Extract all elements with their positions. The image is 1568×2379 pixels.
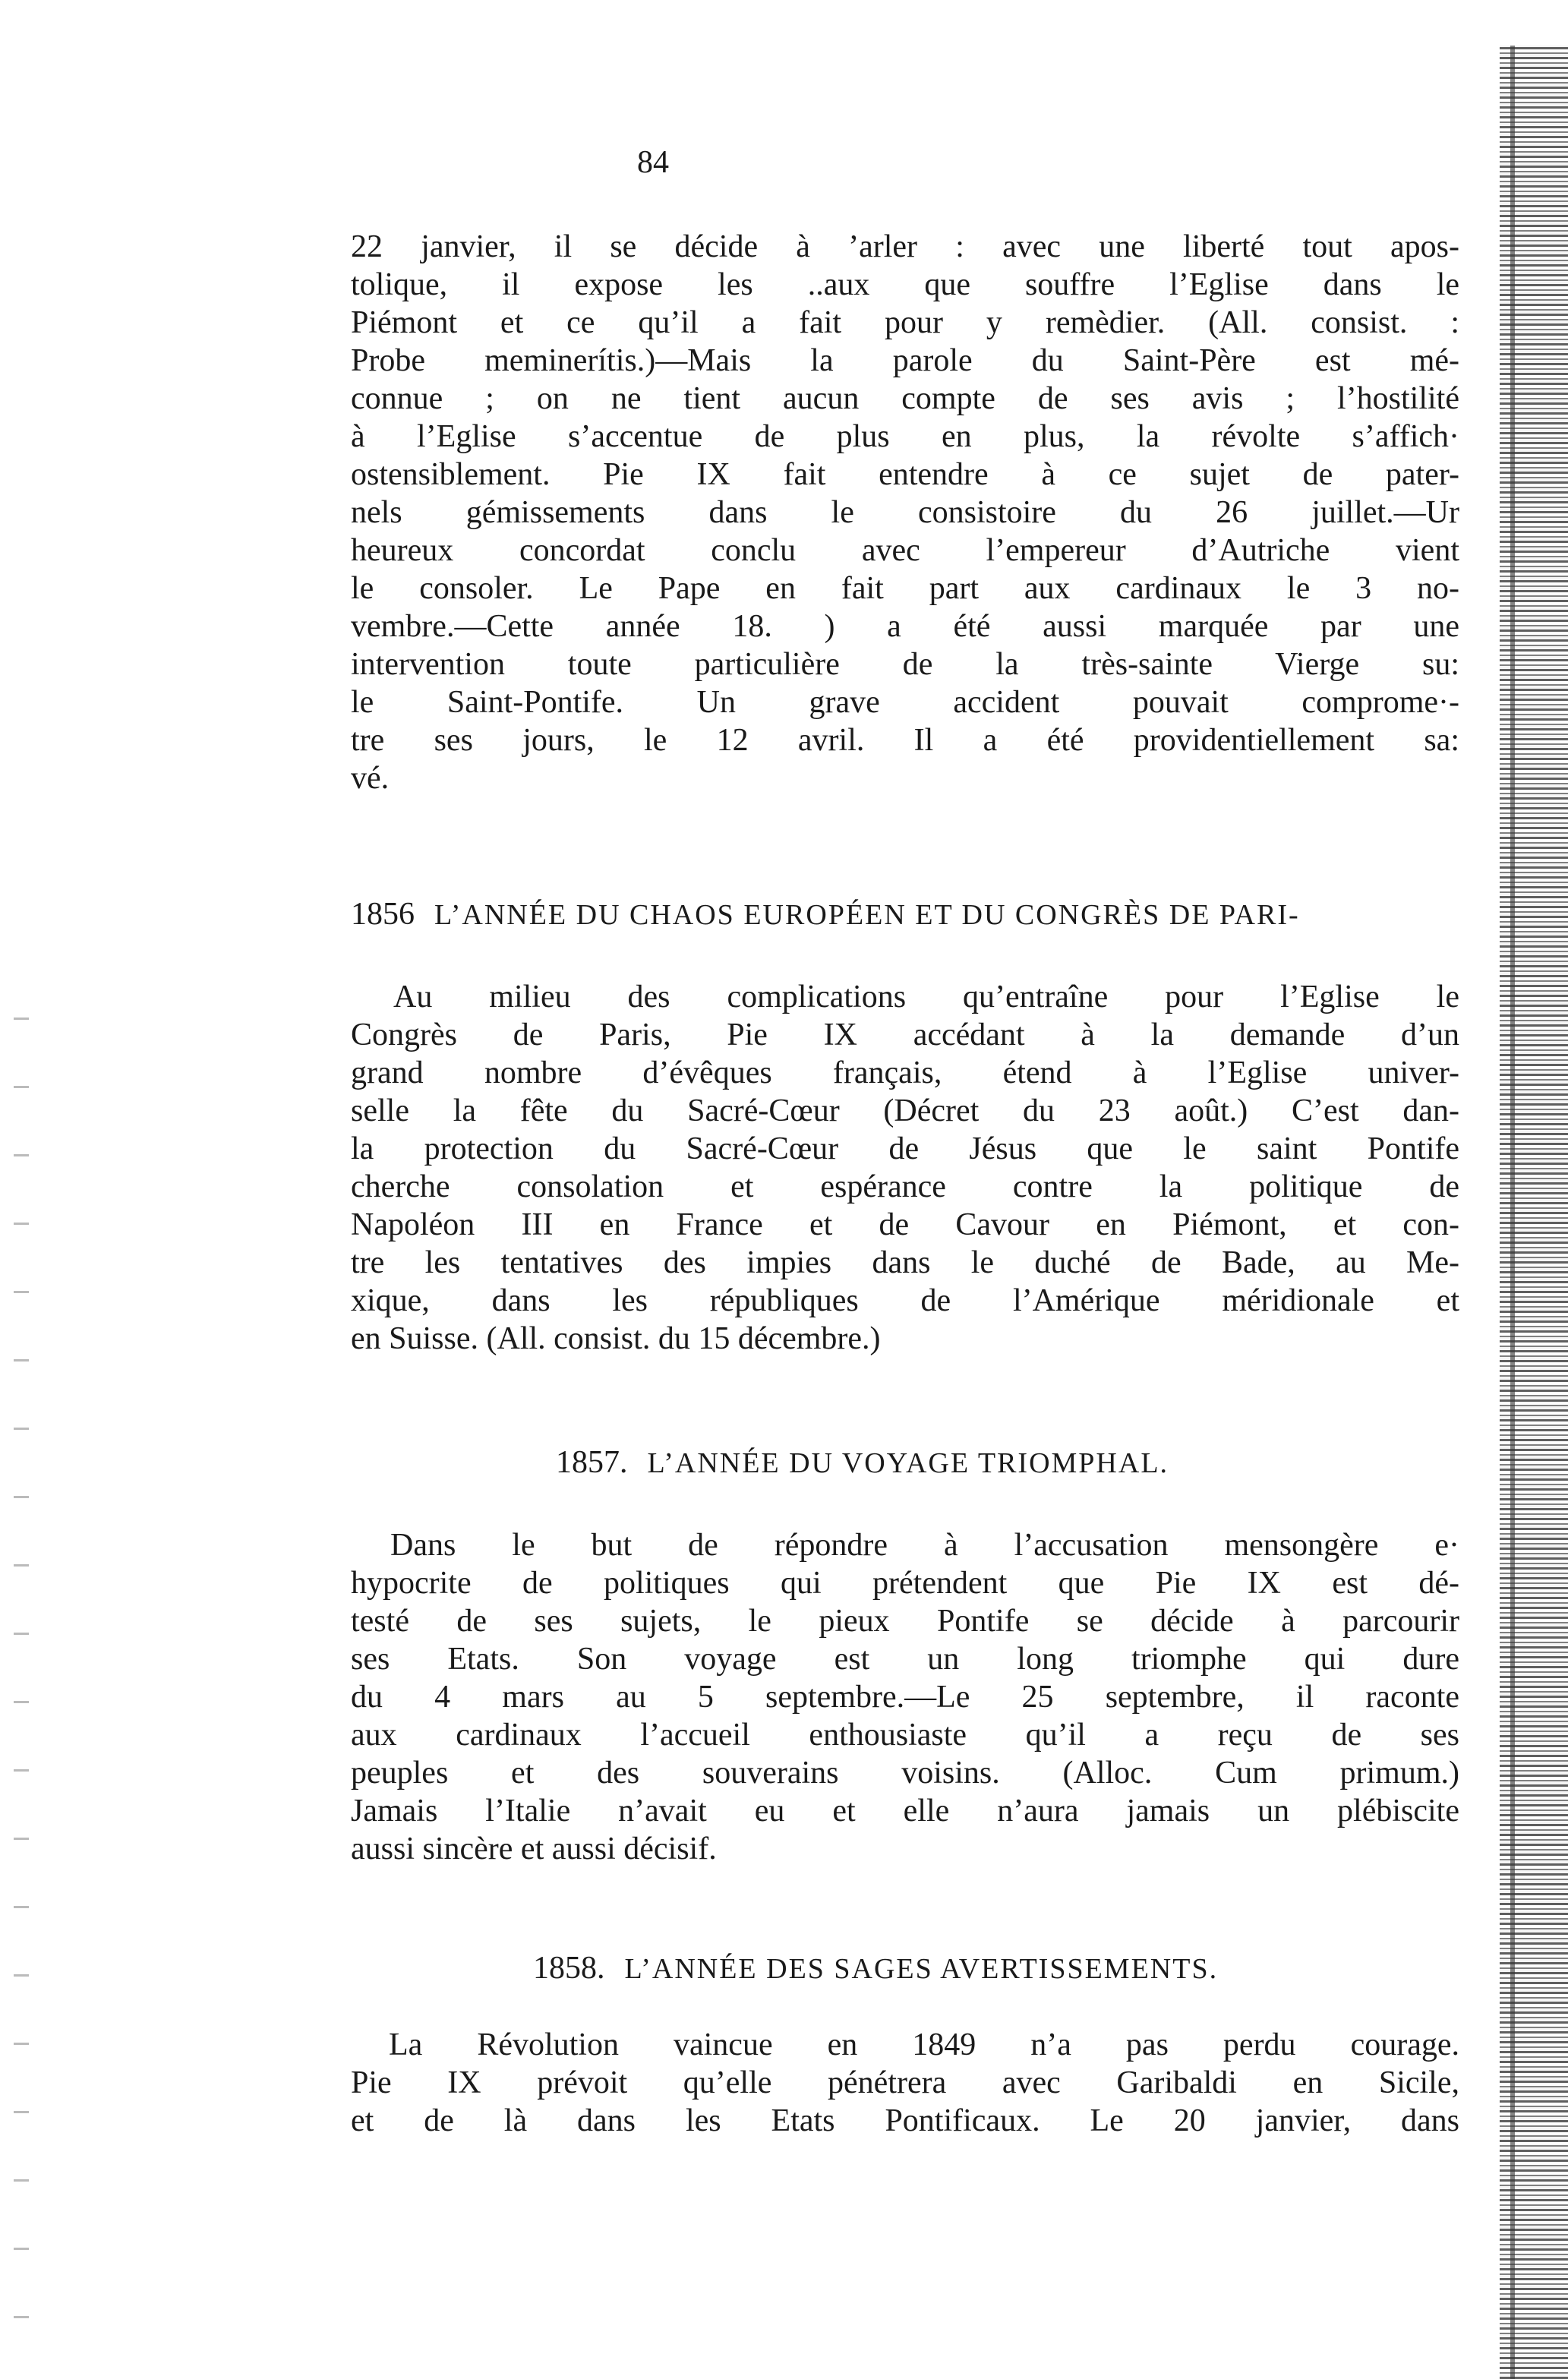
text-line: aussi sincère et aussi décisif.	[351, 1832, 717, 1866]
text-line: la protection du Sacré-Cœur de Jésus que le saint Pontife	[351, 1131, 1459, 1166]
text-line: xique, dans les républiques de l’Amérique méridionale et	[351, 1283, 1459, 1318]
paragraph-1856	[351, 978, 1459, 1358]
paragraph-1858	[351, 2026, 1459, 2140]
text-line: Dans le but de répondre à l’accusation mensongère e·	[390, 1528, 1459, 1563]
text-line: heureux concordat conclu avec l’empereur d’Autriche vient	[351, 533, 1459, 568]
text-line: Piémont et ce qu’il a fait pour y remèdier. (All. consist. :	[351, 305, 1459, 340]
text-line: selle la fête du Sacré-Cœur (Décret du 23 août.) C’est dan-	[351, 1093, 1459, 1128]
text-line: Pie IX prévoit qu’elle pénétrera avec Garibaldi en Sicile,	[351, 2065, 1459, 2100]
text-line: Congrès de Paris, Pie IX accédant à la demande d’un	[351, 1018, 1459, 1052]
text-line: ostensiblement. Pie IX fait entendre à ce sujet de pater-	[351, 457, 1459, 492]
text-line: Jamais l’Italie n’avait eu et elle n’aura jamais un plébiscite	[351, 1794, 1459, 1828]
text-line: vembre.—Cette année 18. ) a été aussi marquée par une	[351, 609, 1459, 644]
left-margin-specks	[14, 987, 29, 2354]
text-line: 22 janvier, il se décide à ʼarler : avec une liberté tout apos-	[351, 229, 1459, 264]
section-heading-1857	[556, 1444, 1169, 1481]
text-line: en Suisse. (All. consist. du 15 décembre.)	[351, 1321, 881, 1356]
text-line: tre ses jours, le 12 avril. Il a été providentiellement sa:	[351, 723, 1459, 758]
section-year: 1857.	[556, 1445, 628, 1480]
section-title: L’ANNÉE DU CHAOS EUROPÉEN ET DU CONGRÈS DE PARI-	[434, 899, 1300, 931]
text-line: vé.	[351, 761, 390, 796]
scanned-book-edge-line	[1510, 46, 1515, 2379]
text-line: tre les tentatives des impies dans le duché de Bade, au Me-	[351, 1245, 1459, 1280]
text-line: testé de ses sujets, le pieux Pontife se décide à parcourir	[351, 1604, 1459, 1639]
text-line: le Saint-Pontife. Un grave accident pouvait comprome·-	[351, 685, 1459, 720]
text-line: tolique, il expose les ..aux que souffre l’Eglise dans le	[351, 267, 1459, 302]
text-line: hypocrite de politiques qui prétendent que Pie IX est dé-	[351, 1566, 1459, 1601]
text-line: Probe meminerítis.)—Mais la parole du Saint-Père est mé-	[351, 343, 1459, 378]
text-line: du 4 mars au 5 septembre.—Le 25 septembre, il raconte	[351, 1680, 1459, 1715]
text-line: intervention toute particulière de la très-sainte Vierge su:	[351, 647, 1459, 682]
section-heading-1856	[351, 896, 1300, 932]
text-line: le consoler. Le Pape en fait part aux cardinaux le 3 no-	[351, 571, 1459, 606]
text-line: Au milieu des complications qu’entraîne pour l’Eglise le	[393, 980, 1459, 1014]
section-title: L’ANNÉE DES SAGES AVERTISSEMENTS.	[624, 1953, 1219, 1985]
text-line: cherche consolation et espérance contre la politique de	[351, 1169, 1459, 1204]
section-year: 1856	[351, 897, 415, 932]
text-line: nels gémissements dans le consistoire du 26 juillet.—Ur	[351, 495, 1459, 530]
section-heading-1858	[533, 1950, 1218, 1986]
text-line: ses Etats. Son voyage est un long triomphe qui dure	[351, 1642, 1459, 1677]
text-line: grand nombre d’évêques français, étend à l’Eglise univer-	[351, 1055, 1459, 1090]
paragraph-1857	[351, 1526, 1459, 1868]
section-year: 1858.	[533, 1951, 605, 1986]
section-title: L’ANNÉE DU VOYAGE TRIOMPHAL.	[647, 1447, 1169, 1479]
page-number: 84	[637, 145, 669, 180]
text-line: aux cardinaux l’accueil enthousiaste qu’il a reçu de ses	[351, 1718, 1459, 1753]
text-line: Napoléon III en France et de Cavour en Piémont, et con-	[351, 1207, 1459, 1242]
text-line: peuples et des souverains voisins. (Alloc. Cum primum.)	[351, 1756, 1459, 1791]
text-line: connue ; on ne tient aucun compte de ses avis ; l’hostilité	[351, 381, 1459, 416]
text-line: et de là dans les Etats Pontificaux. Le 20 janvier, dans	[351, 2103, 1459, 2138]
text-line: La Révolution vaincue en 1849 n’a pas perdu courage.	[389, 2027, 1459, 2062]
intro-paragraph	[351, 228, 1459, 797]
text-line: à l’Eglise s’accentue de plus en plus, la révolte s’affich·	[351, 419, 1459, 454]
